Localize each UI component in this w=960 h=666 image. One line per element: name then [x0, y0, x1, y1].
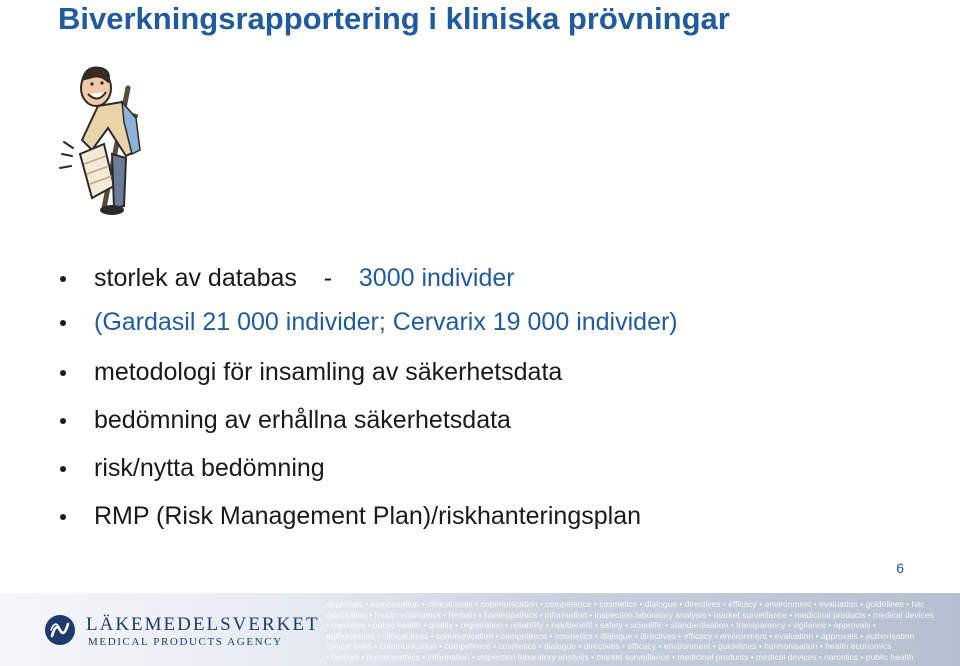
bullet-dot [60, 514, 66, 520]
agency-logo-name: LÄKEMEDELSVERKET [86, 614, 320, 635]
list-item-text: metodologi för insamling av säkerhetsdata [94, 358, 563, 386]
list-item [58, 302, 938, 352]
list-item [58, 448, 938, 496]
footer-watermark [326, 599, 960, 663]
watermark-line: monisation • health economics • herbals • homeopathics • information • inspection laboratory analysis • market surveillance • medicinal products • medical devices [326, 609, 934, 620]
list-item [58, 258, 938, 302]
list-item-text: storlek av databas [94, 264, 297, 292]
watermark-line: • narcotics • public health • quality • registration • reliability • risk/benefit • safety • scientific • standardisation • transparency • vigilance • approvals • [326, 620, 876, 631]
agency-logo-subtitle: MEDICAL PRODUCTS AGENCY [88, 636, 283, 648]
bullet-list [58, 258, 938, 544]
list-item-text: bedömning av erhållna säkerhetsdata [94, 406, 511, 434]
list-item [58, 496, 938, 544]
watermark-line: authorisation • clinical trials • communication • competence • cosmetics • dialogue • directives • efficacy • environment • evaluation • approvals • authorisation [326, 630, 915, 641]
slide-title: Biverkningsrapportering i kliniska prövningar [58, 1, 730, 36]
list-item-separator: - [323, 264, 333, 292]
bullet-dot [60, 276, 66, 282]
watermark-line: • herbals • homeopathics • information • inspection laboratory analysis • market surveillance • medicinal products • medical devices • narcotics • public health [326, 651, 914, 662]
page-number: 6 [896, 560, 904, 576]
agency-logo-icon [44, 614, 76, 646]
watermark-line: approvals • authorisation • clinical trials • communication • competence • cosmetics • dialogue • directives • efficacy • environment • evaluation • guidelines • har [326, 599, 924, 609]
list-item-text: risk/nytta bedömning [94, 454, 325, 482]
footer-band [0, 593, 960, 666]
list-item-text: RMP (Risk Management Plan)/riskhanteringsplan [94, 502, 641, 530]
list-item-highlight: 3000 individer [358, 264, 515, 292]
list-item [58, 352, 938, 400]
person-on-crutches-illustration [52, 58, 162, 218]
watermark-line: clinical trials • communication • competence • cosmetics • dialogue • directives • efficacy • environment • guidelines • harmonisation • health economics [326, 641, 892, 652]
bullet-dot [60, 370, 66, 376]
list-item-text: (Gardasil 21 000 individer; Cervarix 19 000 individer) [94, 308, 678, 336]
bullet-dot [60, 466, 66, 472]
list-item [58, 400, 938, 448]
bullet-dot [60, 418, 66, 424]
bullet-dot [60, 320, 66, 326]
